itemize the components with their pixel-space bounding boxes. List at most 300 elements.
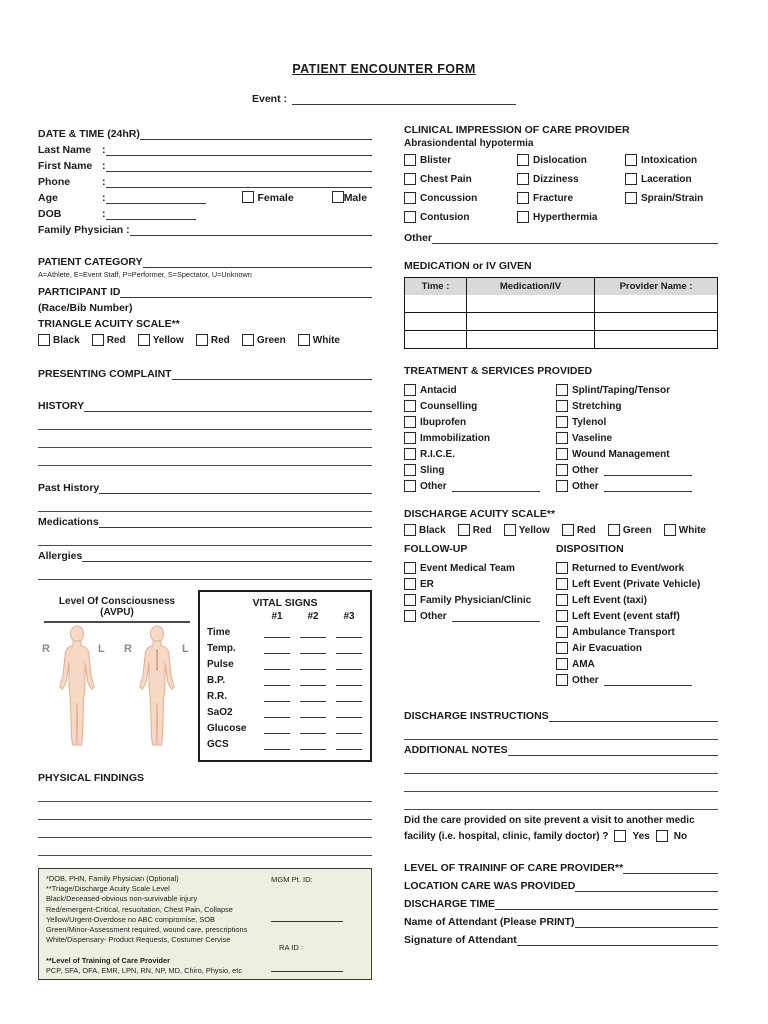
dob-line bbox=[106, 207, 196, 220]
disposition-write-in-line bbox=[604, 675, 692, 686]
clinical-checkbox[interactable] bbox=[517, 211, 529, 223]
treatment-checkbox[interactable] bbox=[404, 432, 416, 444]
clinical-other-label: Other bbox=[404, 232, 433, 244]
acuity-option bbox=[38, 334, 80, 347]
disposition-checkbox[interactable] bbox=[556, 658, 568, 670]
treatment-option bbox=[404, 446, 556, 462]
followup-option bbox=[404, 608, 556, 624]
medication-heading: MEDICATION or IV GIVEN bbox=[404, 260, 532, 272]
treatment-option bbox=[556, 382, 718, 398]
female-checkbox[interactable] bbox=[242, 191, 254, 203]
patient-category-legend: A=Athlete, E=Event Staff, P=Performer, S=Spectator, U=Unknown bbox=[38, 270, 252, 279]
clinical-impression-heading: CLINICAL IMPRESSION OF CARE PROVIDER bbox=[404, 124, 630, 136]
followup-checkbox[interactable] bbox=[404, 562, 416, 574]
acuity-option-label: Yellow bbox=[518, 524, 550, 536]
followup-option bbox=[404, 576, 556, 592]
acuity-option-label: Red bbox=[472, 524, 492, 536]
loc-and-vitals-section bbox=[38, 590, 372, 764]
triangle-acuity-options bbox=[38, 332, 340, 348]
past-history-field bbox=[38, 478, 372, 494]
treatment-write-in-line bbox=[452, 481, 540, 492]
presenting-complaint-label: PRESENTING COMPLAINT bbox=[38, 368, 172, 380]
followup-options bbox=[404, 560, 556, 624]
loc-underline bbox=[44, 621, 190, 623]
footnote-box bbox=[38, 868, 372, 980]
clinical-checkbox[interactable] bbox=[517, 154, 529, 166]
colon: : bbox=[102, 192, 106, 204]
vital-blank-3 bbox=[336, 674, 362, 686]
clinical-option-label: Concussion bbox=[420, 193, 478, 204]
vital-row bbox=[207, 670, 363, 686]
physical-findings-line-3 bbox=[38, 820, 372, 838]
date-time-field bbox=[38, 124, 372, 140]
disposition-options bbox=[556, 560, 718, 688]
additional-notes-line-3 bbox=[404, 774, 718, 792]
history-line bbox=[84, 399, 372, 412]
yes-label: Yes bbox=[632, 830, 650, 842]
clinical-option-label: Hyperthermia bbox=[533, 212, 598, 223]
disposition-option bbox=[556, 560, 718, 576]
clinical-option bbox=[404, 211, 517, 224]
followup-write-in-line bbox=[452, 611, 540, 622]
no-label: No bbox=[673, 830, 688, 842]
ra-id-line bbox=[271, 971, 343, 972]
treatment-option bbox=[404, 398, 556, 414]
vital-blank-3 bbox=[336, 626, 362, 638]
acuity-option bbox=[242, 334, 286, 347]
treatment-columns bbox=[404, 382, 718, 494]
acuity-option-label: Green bbox=[622, 524, 652, 536]
right-column bbox=[404, 124, 718, 946]
vital-row bbox=[207, 622, 363, 638]
acuity-option-label: White bbox=[678, 524, 706, 536]
footnote-line: **Level of Training of Care Provider bbox=[46, 955, 171, 965]
clinical-checkbox[interactable] bbox=[517, 173, 529, 185]
acuity-option bbox=[138, 334, 184, 347]
acuity-option-label: Red bbox=[106, 334, 126, 346]
acuity-option-label: White bbox=[312, 334, 340, 346]
attendant-signature-field bbox=[404, 928, 718, 946]
acuity-option-label: Green bbox=[256, 334, 286, 346]
clinical-option-label: Laceration bbox=[641, 174, 692, 185]
patient-category-line bbox=[143, 255, 372, 268]
medication-cell-provider bbox=[595, 331, 717, 348]
location-care-line bbox=[575, 879, 718, 892]
treatment-checkbox[interactable] bbox=[404, 480, 416, 492]
allergies-label: Allergies bbox=[38, 550, 83, 562]
medication-cell-provider bbox=[595, 313, 717, 330]
followup-option-label: ER bbox=[420, 578, 434, 590]
level-of-training-line bbox=[623, 861, 718, 874]
medication-cell-medication bbox=[467, 331, 595, 348]
treatment-option bbox=[404, 382, 556, 398]
treatment-option bbox=[404, 462, 556, 478]
male-label: Male bbox=[343, 192, 368, 204]
footnote-line: White/Dispensary- Product Requests, Costumer Cervise bbox=[46, 935, 231, 945]
level-of-training-field bbox=[404, 856, 718, 874]
clinical-other-field bbox=[404, 228, 718, 244]
disposition-option bbox=[556, 672, 718, 688]
vital-row-label: Pulse bbox=[207, 659, 234, 670]
male-checkbox[interactable] bbox=[332, 191, 344, 203]
body-diagrams bbox=[38, 625, 196, 755]
clinical-checkbox[interactable] bbox=[404, 154, 416, 166]
treatment-checkbox[interactable] bbox=[556, 480, 568, 492]
treatment-checkbox[interactable] bbox=[556, 416, 568, 428]
treatment-option-label: Splint/Taping/Tensor bbox=[572, 384, 670, 396]
treatment-option-label: Vaseline bbox=[572, 432, 613, 444]
no-checkbox[interactable] bbox=[656, 830, 668, 842]
medication-table bbox=[404, 277, 718, 349]
disposition-checkbox[interactable] bbox=[556, 578, 568, 590]
acuity-checkbox[interactable] bbox=[298, 334, 310, 346]
history-label: HISTORY bbox=[38, 400, 85, 412]
vital-blank-1 bbox=[264, 642, 290, 654]
treatment-checkbox[interactable] bbox=[556, 384, 568, 396]
disposition-option bbox=[556, 624, 718, 640]
disposition-option-label: Left Event (taxi) bbox=[572, 594, 648, 606]
acuity-option-label: Black bbox=[419, 524, 446, 536]
presenting-complaint-line bbox=[172, 367, 372, 380]
treatment-option-label: R.I.C.E. bbox=[420, 448, 456, 460]
acuity-option bbox=[458, 524, 492, 537]
treatment-option-label: Other bbox=[572, 464, 599, 476]
vital-rows bbox=[207, 622, 363, 750]
treatment-option-label: Ibuprofen bbox=[420, 416, 467, 428]
race-bib-label bbox=[38, 298, 372, 314]
footnote-line: Green/Minor-Assessment required, wound care, prescriptions bbox=[46, 925, 248, 935]
treatment-option bbox=[404, 414, 556, 430]
clinical-option-label: Sprain/Strain bbox=[641, 193, 704, 204]
followup-checkbox[interactable] bbox=[404, 578, 416, 590]
acuity-option bbox=[404, 524, 446, 537]
acuity-option bbox=[608, 524, 652, 537]
colon: : bbox=[102, 176, 106, 188]
acuity-checkbox[interactable] bbox=[608, 524, 620, 536]
treatment-checkbox[interactable] bbox=[556, 432, 568, 444]
footnote-line: **Triage/Discharge Acuity Scale Level bbox=[46, 884, 170, 894]
vital-row-label: R.R. bbox=[207, 691, 227, 702]
family-physician-line bbox=[130, 223, 372, 236]
additional-notes-line bbox=[508, 743, 718, 756]
yes-checkbox[interactable] bbox=[614, 830, 626, 842]
treatment-option bbox=[556, 398, 718, 414]
treatment-option bbox=[556, 478, 718, 494]
age-sex-field bbox=[38, 188, 372, 204]
vital-row-label: B.P. bbox=[207, 675, 226, 686]
footnote-line bbox=[46, 945, 364, 955]
medication-table-row bbox=[405, 330, 717, 348]
disposition-option bbox=[556, 640, 718, 656]
followup-option-label: Other bbox=[420, 610, 447, 622]
participant-id-label: PARTICIPANT ID bbox=[38, 286, 121, 298]
physical-findings-line-4 bbox=[38, 838, 372, 856]
mgm-pt-id-label: MGM Pt. ID: bbox=[271, 875, 313, 884]
treatment-option-label: Wound Management bbox=[572, 448, 670, 460]
discharge-acuity-options bbox=[404, 522, 706, 538]
acuity-option bbox=[664, 524, 706, 537]
discharge-instructions-line bbox=[549, 709, 718, 722]
medication-header-medication: Medication/IV bbox=[467, 278, 595, 295]
history-field bbox=[38, 396, 372, 412]
attendant-signature-label: Signature of Attendant bbox=[404, 934, 517, 946]
front-figure-left-label: L bbox=[98, 643, 105, 655]
triangle-acuity-heading-row bbox=[38, 314, 372, 330]
vital-row bbox=[207, 638, 363, 654]
followup-option-label: Event Medical Team bbox=[420, 562, 515, 574]
treatment-checkbox[interactable] bbox=[404, 384, 416, 396]
level-of-consciousness-box bbox=[38, 596, 196, 755]
disposition-checkbox[interactable] bbox=[556, 610, 568, 622]
clinical-checkbox[interactable] bbox=[404, 211, 416, 223]
additional-notes-field bbox=[404, 740, 718, 756]
clinical-option bbox=[404, 173, 517, 186]
acuity-option bbox=[504, 524, 550, 537]
acuity-option bbox=[562, 524, 596, 537]
clinical-option bbox=[404, 192, 517, 205]
additional-notes-line-2 bbox=[404, 756, 718, 774]
discharge-instructions-label: DISCHARGE INSTRUCTIONS bbox=[404, 710, 549, 722]
acuity-checkbox[interactable] bbox=[92, 334, 104, 346]
colon: : bbox=[102, 160, 106, 172]
followup-checkbox[interactable] bbox=[404, 610, 416, 622]
treatment-option bbox=[556, 462, 718, 478]
treatment-checkbox[interactable] bbox=[556, 464, 568, 476]
left-column bbox=[38, 124, 372, 980]
acuity-checkbox[interactable] bbox=[242, 334, 254, 346]
treatment-checkbox[interactable] bbox=[556, 400, 568, 412]
event-label: Event : bbox=[252, 93, 288, 105]
followup-disposition-section bbox=[404, 543, 718, 688]
vital-blank-1 bbox=[264, 706, 290, 718]
clinical-option bbox=[517, 192, 625, 205]
followup-checkbox[interactable] bbox=[404, 594, 416, 606]
physical-findings-line-1 bbox=[38, 784, 372, 802]
disposition-option-label: Left Event (event staff) bbox=[572, 610, 680, 622]
acuity-option bbox=[92, 334, 126, 347]
clinical-checkbox[interactable] bbox=[517, 192, 529, 204]
vital-col-1: #1 bbox=[271, 611, 283, 622]
medication-cell-provider bbox=[595, 295, 717, 312]
treatment-option-label: Other bbox=[420, 480, 447, 492]
colon: : bbox=[102, 208, 106, 220]
triangle-acuity-heading: TRIANGLE ACUITY SCALE** bbox=[38, 318, 180, 330]
dob-field bbox=[38, 204, 372, 220]
allergies-line-2 bbox=[38, 562, 372, 580]
treatment-option-label: Other bbox=[572, 480, 599, 492]
clinical-checkbox[interactable] bbox=[625, 192, 637, 204]
date-time-line bbox=[140, 127, 372, 140]
vital-row bbox=[207, 702, 363, 718]
vital-blank-2 bbox=[300, 722, 326, 734]
disposition-heading: DISPOSITION bbox=[556, 543, 624, 555]
past-history-label: Past History bbox=[38, 482, 100, 494]
vital-blank-2 bbox=[300, 738, 326, 750]
phone-line bbox=[106, 175, 373, 188]
vital-row bbox=[207, 718, 363, 734]
vital-signs-heading: VITAL SIGNS bbox=[252, 597, 318, 609]
medications-line-2 bbox=[38, 528, 372, 546]
vital-blank-1 bbox=[264, 690, 290, 702]
discharge-time-label: DISCHARGE TIME bbox=[404, 898, 496, 910]
acuity-checkbox[interactable] bbox=[38, 334, 50, 346]
medication-cell-time bbox=[405, 331, 467, 348]
treatment-checkbox[interactable] bbox=[556, 448, 568, 460]
treatment-option-label: Counselling bbox=[420, 400, 478, 412]
vital-blank-1 bbox=[264, 626, 290, 638]
treatment-option-label: Tylenol bbox=[572, 416, 607, 428]
vital-row bbox=[207, 654, 363, 670]
acuity-option-label: Red bbox=[576, 524, 596, 536]
treatment-right-column bbox=[556, 382, 718, 494]
disposition-option-label: Returned to Event/work bbox=[572, 562, 685, 574]
clinical-option-label: Chest Pain bbox=[420, 174, 472, 185]
vital-blank-3 bbox=[336, 722, 362, 734]
disposition-option-label: Ambulance Transport bbox=[572, 626, 675, 638]
disposition-option-label: Other bbox=[572, 674, 599, 686]
disposition-checkbox[interactable] bbox=[556, 674, 568, 686]
disposition-option bbox=[556, 656, 718, 672]
medication-cell-time bbox=[405, 295, 467, 312]
location-care-label: LOCATION CARE WAS PROVIDED bbox=[404, 880, 576, 892]
medication-table-header bbox=[405, 278, 717, 295]
disposition-option bbox=[556, 608, 718, 624]
acuity-checkbox[interactable] bbox=[562, 524, 574, 536]
back-figure-right-label: R bbox=[124, 643, 132, 655]
clinical-impression-options bbox=[404, 154, 718, 224]
age-line bbox=[106, 191, 206, 204]
treatment-option bbox=[404, 430, 556, 446]
vital-blank-3 bbox=[336, 706, 362, 718]
clinical-option-label: Blister bbox=[420, 155, 452, 166]
question-text-2: facility (i.e. hospital, clinic, family doctor) ? bbox=[404, 830, 609, 842]
disposition-option bbox=[556, 592, 718, 608]
footnote-lines bbox=[46, 874, 364, 976]
treatment-write-in-line bbox=[604, 465, 692, 476]
body-back-figure bbox=[134, 625, 180, 751]
treatment-option-label: Immobilization bbox=[420, 432, 490, 444]
physical-findings-heading-row bbox=[38, 768, 372, 784]
medications-line bbox=[99, 515, 372, 528]
acuity-option bbox=[196, 334, 230, 347]
vital-signs-table bbox=[198, 590, 372, 762]
vital-row-label: GCS bbox=[207, 739, 229, 750]
treatment-option bbox=[556, 446, 718, 462]
vital-blank-3 bbox=[336, 658, 362, 670]
vital-signs-column-headers bbox=[207, 611, 363, 622]
disposition-checkbox[interactable] bbox=[556, 562, 568, 574]
history-line-2 bbox=[38, 412, 372, 430]
clinical-option bbox=[625, 154, 718, 167]
clinical-option-label: Dizziness bbox=[533, 174, 579, 185]
disposition-column bbox=[556, 543, 718, 688]
attendant-signature-line bbox=[517, 933, 718, 946]
back-figure-left-label: L bbox=[182, 643, 189, 655]
medications-field bbox=[38, 512, 372, 528]
attendant-name-field bbox=[404, 910, 718, 928]
page-title: PATIENT ENCOUNTER FORM bbox=[292, 62, 476, 76]
first-name-label: First Name bbox=[38, 160, 93, 172]
age-label: Age bbox=[38, 192, 58, 204]
acuity-option-label: Yellow bbox=[152, 334, 184, 346]
clinical-option-label: Contusion bbox=[420, 212, 470, 223]
treatment-checkbox[interactable] bbox=[404, 448, 416, 460]
acuity-checkbox[interactable] bbox=[404, 524, 416, 536]
acuity-checkbox[interactable] bbox=[664, 524, 676, 536]
treatment-left-column bbox=[404, 382, 556, 494]
clinical-checkbox[interactable] bbox=[404, 173, 416, 185]
event-field bbox=[252, 92, 516, 105]
attendant-name-label: Name of Attendant (Please PRINT) bbox=[404, 916, 575, 928]
vital-col-2: #2 bbox=[307, 611, 319, 622]
vital-blank-1 bbox=[264, 674, 290, 686]
vital-row bbox=[207, 734, 363, 750]
treatment-checkbox[interactable] bbox=[404, 400, 416, 412]
treatment-write-in-line bbox=[604, 481, 692, 492]
discharge-acuity-heading: DISCHARGE ACUITY SCALE** bbox=[404, 508, 556, 520]
clinical-option bbox=[517, 154, 625, 167]
dob-label: DOB bbox=[38, 208, 62, 220]
acuity-checkbox[interactable] bbox=[504, 524, 516, 536]
treatment-option-label: Stretching bbox=[572, 400, 622, 412]
family-physician-label: Family Physician : bbox=[38, 224, 130, 236]
location-care-field bbox=[404, 874, 718, 892]
date-time-label: DATE & TIME (24hR) bbox=[38, 128, 140, 140]
allergies-line bbox=[82, 549, 372, 562]
additional-notes-line-4 bbox=[404, 792, 718, 810]
phone-label: Phone bbox=[38, 176, 71, 188]
event-write-in-line bbox=[292, 92, 516, 105]
footnote-line: Red/emergent-Critical, resucitation, Chest Pain, Collapse bbox=[46, 904, 233, 914]
treatment-checkbox[interactable] bbox=[404, 464, 416, 476]
acuity-checkbox[interactable] bbox=[458, 524, 470, 536]
front-figure-right-label: R bbox=[42, 643, 50, 655]
participant-id-line bbox=[120, 285, 372, 298]
vital-blank-3 bbox=[336, 690, 362, 702]
clinical-option-label: Intoxication bbox=[641, 155, 698, 166]
followup-option bbox=[404, 560, 556, 576]
disposition-checkbox[interactable] bbox=[556, 642, 568, 654]
last-name-label: Last Name bbox=[38, 144, 92, 156]
treatment-option bbox=[556, 430, 718, 446]
acuity-checkbox[interactable] bbox=[138, 334, 150, 346]
acuity-checkbox[interactable] bbox=[196, 334, 208, 346]
treatment-heading: TREATMENT & SERVICES PROVIDED bbox=[404, 365, 593, 377]
colon: : bbox=[102, 144, 106, 156]
past-history-line bbox=[99, 481, 372, 494]
clinical-checkbox[interactable] bbox=[625, 173, 637, 185]
question-text-1: Did the care provided on site prevent a visit to another medic bbox=[404, 814, 695, 826]
medication-table-row bbox=[405, 295, 717, 312]
treatment-checkbox[interactable] bbox=[404, 416, 416, 428]
last-name-field bbox=[38, 140, 372, 156]
disposition-checkbox[interactable] bbox=[556, 626, 568, 638]
participant-id-field bbox=[38, 282, 372, 298]
clinical-checkbox[interactable] bbox=[625, 154, 637, 166]
treatment-option-label: Antacid bbox=[420, 384, 457, 396]
disposition-checkbox[interactable] bbox=[556, 594, 568, 606]
clinical-option bbox=[404, 154, 517, 167]
disposition-option-label: Left Event (Private Vehicle) bbox=[572, 578, 701, 590]
attendant-name-line bbox=[575, 915, 718, 928]
clinical-checkbox[interactable] bbox=[404, 192, 416, 204]
medication-cell-time bbox=[405, 313, 467, 330]
disposition-option-label: AMA bbox=[572, 658, 595, 670]
medication-header-provider: Provider Name : bbox=[595, 278, 717, 295]
medication-table-body bbox=[405, 295, 717, 348]
acuity-option-label: Red bbox=[210, 334, 230, 346]
clinical-option-label: Fracture bbox=[533, 193, 574, 204]
